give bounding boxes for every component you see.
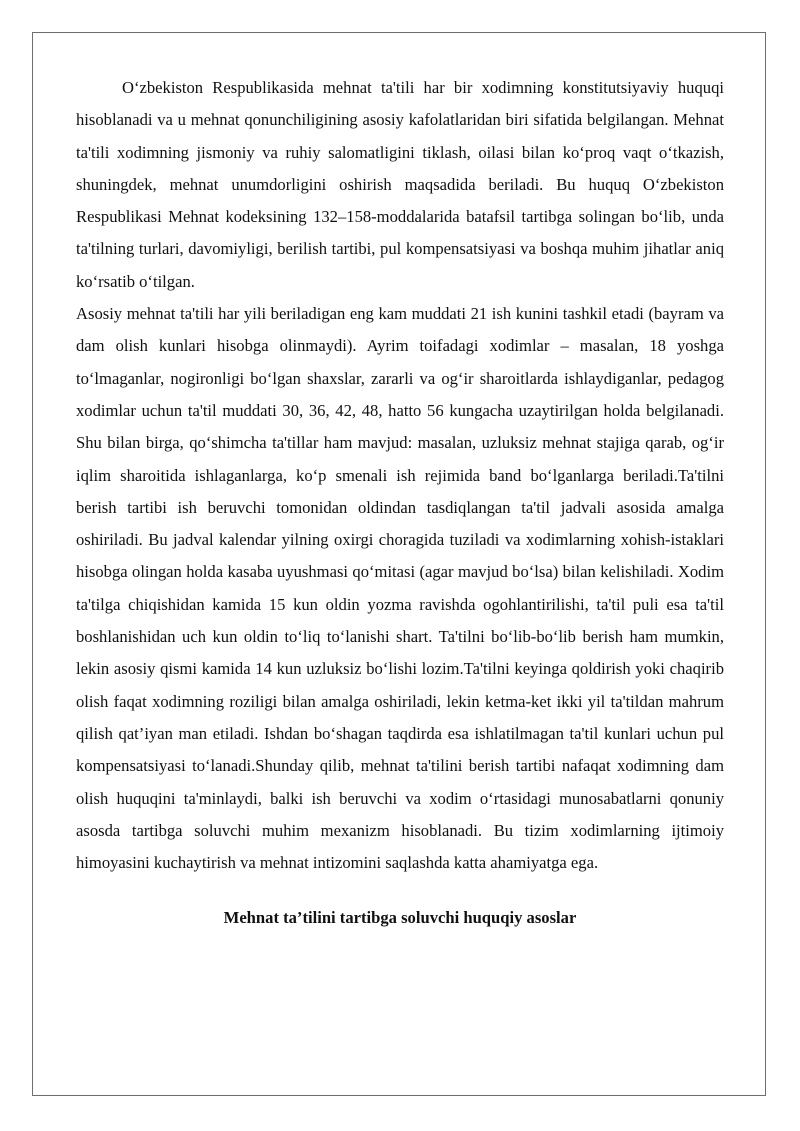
paragraph-vacation-rules: Asosiy mehnat ta'tili har yili beriladigan eng kam muddati 21 ish kunini tashkil etadi (bayram va dam olish kunlari hisobga olinmaydi). Ayrim toifadagi xodimlar – masalan, 18 yoshga to‘lmaganlar, nogironligi bo‘lgan shaxslar, zararli va og‘ir sharoitlarda ishlaydiganlar, pedagog xodimlar uchun ta'til muddati 30, 36, 42, 48, hatto 56 kungacha uzaytirilgan holda belgilanadi. Shu bilan birga, qo‘shimcha ta'tillar ham mavjud: masalan, uzluksiz mehnat stajiga qarab, og‘ir iqlim sharoitida ishlaganlarga, ko‘p smenali ish rejimida band bo‘lganlarga beriladi.Ta'tilni berish tartibi ish beruvchi tomonidan oldindan tasdiqlangan ta'til jadvali asosida amalga oshiriladi. Bu jadval kalendar yilning oxirgi choragida tuziladi va xodimlarning xohish-istaklari hisobga olingan holda kasaba uyushmasi qo‘mitasi (agar mavjud bo‘lsa) bilan kelishiladi. Xodim ta'tilga chiqishidan kamida 15 kun oldin yozma ravishda ogohlantirilishi, ta'til puli esa ta'til boshlanishidan uch kun oldin to‘liq to‘lanishi shart. Ta'tilni bo‘lib-bo‘lib berish ham mumkin, lekin asosiy qismi kamida 14 kun uzluksiz bo‘lishi lozim.Ta'tilni keyinga qoldirish yoki chaqirib olish faqat xodimning roziligi bilan amalga oshiriladi, lekin ketma-ket ikki yil ta'tildan mahrum qilish qat’iyan man etiladi. Ishdan bo‘shagan taqdirda esa ishlatilmagan ta'til kunlari uchun pul kompensatsiyasi to‘lanadi.Shunday qilib, mehnat ta'tilini berish tartibi nafaqat xodimning dam olish huquqini ta'minlaydi, balki ish beruvchi va xodim o‘rtasidagi munosabatlarni qonuniy asosda tartibga soluvchi muhim mexanizm hisoblanadi. Bu tizim xodimlarning ijtimoiy himoyasini kuchaytirish va mehnat intizomini saqlashda katta ahamiyatga ega. xyxy=(76,304,724,873)
document-body xyxy=(76,72,724,935)
section-heading: Mehnat ta’tilini tartibga soluvchi huquqiy asoslar xyxy=(223,908,577,928)
paragraph-intro: O‘zbekiston Respublikasida mehnat ta'tili har bir xodimning konstitutsiyaviy huquqi hisoblanadi va u mehnat qonunchiligining asosiy kafolatlaridan biri sifatida belgilangan. Mehnat ta'tili xodimning jismoniy va ruhiy salomatligini tiklash, oilasi bilan ko‘proq vaqt o‘tkazish, shuningdek, mehnat unumdorligini oshirish maqsadida beriladi. Bu huquq O‘zbekiston Respublikasi Mehnat kodeksining 132–158-moddalarida batafsil tartibga solingan bo‘lib, unda ta'tilning turlari, davomiyligi, berilish tartibi, pul kompensatsiyasi va boshqa muhim jihatlar aniq ko‘rsatib o‘tilgan. xyxy=(76,78,724,291)
